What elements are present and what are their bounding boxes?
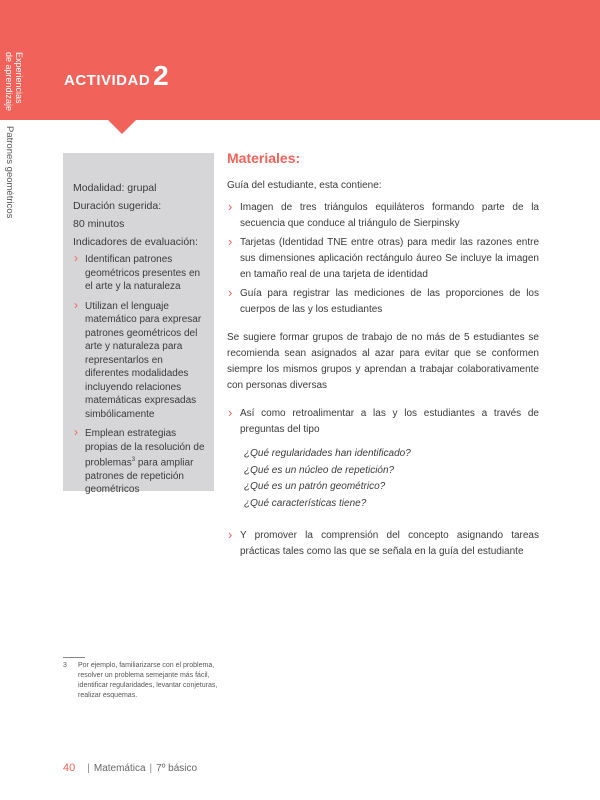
- feedback-item: › Así como retroalimentar a las y los estudiantes a través de preguntas del tipo: [227, 406, 539, 438]
- activity-word: ACTIVIDAD: [64, 72, 151, 89]
- modalidad-line: [73, 181, 206, 195]
- material-item: › Tarjetas (Identidad TNE entre otras) para medir las razones entre sus dimensiones aplicación rectángulo áureo Se incluye la imagen en tamaño real de una tarjeta de identidad: [227, 235, 539, 283]
- indicator-item: › Utilizan el lenguaje matemático para expresar patrones geométricos del arte y naturaleza para representarlos en diferentes modalidades incluyendo relaciones matemáticas expresadas simbólicamente: [73, 300, 206, 422]
- suggestion-paragraph: Se sugiere formar grupos de trabajo de no más de 5 estudiantes se recomienda sean asignados al azar para evitar que se conformen siempre los mismos grupos y aprendan a trabajar colaborativamente con personas diversas: [227, 332, 539, 391]
- section-side-label-line1: Experiencias: [14, 52, 24, 104]
- material-item: › Imagen de tres triángulos equiláteros formando parte de la secuencia que conduce al triángulo de Sierpinsky: [227, 200, 539, 232]
- materials-title: Materiales:: [227, 150, 301, 166]
- section-side-label: [4, 52, 24, 111]
- material-item: › Guía para registrar las mediciones de las proporciones de los cuerpos de las y los estudiantes: [227, 286, 539, 318]
- promote-item: › Y promover la comprensión del concepto asignando tareas prácticas tales como las que se señala en la guía del estudiante: [227, 528, 539, 560]
- footnote-number: 3: [63, 662, 67, 669]
- activity-title: [64, 60, 169, 92]
- promote-list: [227, 528, 539, 560]
- section-side-label-line2: de aprendizaje: [4, 52, 14, 112]
- question-item: ¿Qué regularidades han identificado?: [244, 448, 411, 459]
- indicators-list: [73, 253, 206, 497]
- indicator-item: [73, 427, 206, 497]
- footnote-text: Por ejemplo, familiarizarse con el problema, resolver un problema semejante más fácil, identificar regularidades, levantar conjeturas, realizar esquemas.: [78, 662, 218, 699]
- page-footer: [63, 762, 197, 774]
- question-item: ¿Qué características tiene?: [244, 497, 367, 509]
- modalidad-label: Modalidad:: [73, 182, 125, 194]
- question-item: ¿Qué es un núcleo de repetición?: [244, 464, 395, 476]
- activity-number: 2: [153, 60, 169, 91]
- indicator-item: › Identifican patrones geométricos presentes en el arte y la naturaleza: [73, 253, 206, 294]
- header-band: [0, 0, 600, 120]
- modalidad-value: grupal: [127, 182, 157, 194]
- footer-subject: Matemática: [93, 763, 146, 774]
- duracion-label: Duración sugerida:: [73, 200, 162, 212]
- duracion-value: 80 minutos: [73, 218, 125, 230]
- indicator-text: para ampliar patrones de repetición geométricos: [85, 457, 194, 496]
- footnote-rule: [63, 657, 85, 658]
- question-list: [227, 446, 539, 512]
- feedback-list: [227, 406, 539, 438]
- guide-intro: Guía del estudiante, esta contiene:: [227, 180, 382, 191]
- footnote: [63, 661, 223, 701]
- main-content: [227, 150, 539, 560]
- footer-separator: |: [149, 763, 153, 774]
- footnote-ref: 3: [131, 457, 136, 463]
- activity-info-box: [63, 153, 214, 496]
- header-notch: [108, 120, 136, 134]
- question-item: ¿Qué es un patrón geométrico?: [244, 481, 386, 492]
- footer-separator: |: [87, 763, 90, 774]
- page-number: 40: [63, 762, 76, 774]
- materials-list: [227, 200, 539, 318]
- topic-side-label: Patrones geométricos: [4, 126, 15, 219]
- indicadores-label: Indicadores de evaluación:: [73, 236, 198, 248]
- indicator-text: Emplean estrategias propias de la resolución de problemas: [85, 428, 205, 469]
- footer-grade: 7º básico: [156, 763, 198, 774]
